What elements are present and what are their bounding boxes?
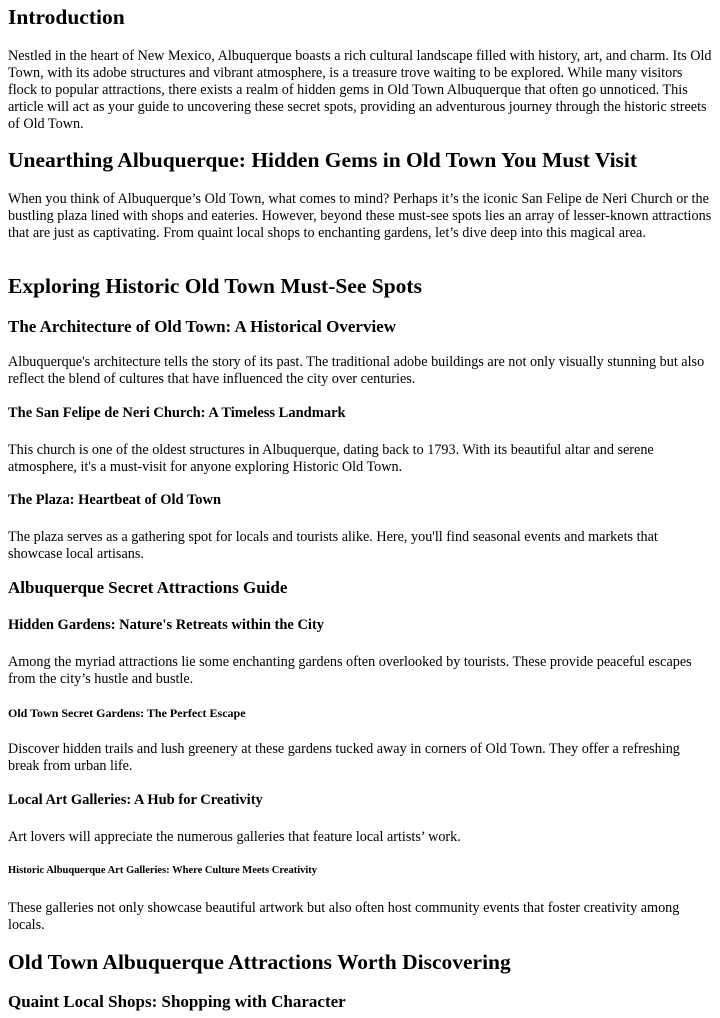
paragraph-gardens: Among the myriad attractions lie some enchanting gardens often overlooked by tourists. These provide peaceful escapes from the city’s hustle and bustle. bbox=[8, 654, 692, 687]
heading-exploring: Exploring Historic Old Town Must-See Spots bbox=[8, 274, 422, 298]
heading-unearthing: Unearthing Albuquerque: Hidden Gems in Old Town You Must Visit bbox=[8, 148, 638, 172]
paragraph-church: This church is one of the oldest structures in Albuquerque, dating back to 1793. With its beautiful altar and serene atmosphere, it's a must-visit for anyone exploring Historic Old Town. bbox=[8, 442, 654, 475]
heading-attractions: Old Town Albuquerque Attractions Worth Discovering bbox=[8, 950, 511, 974]
heading-church: The San Felipe de Neri Church: A Timeless Landmark bbox=[8, 405, 346, 421]
heading-historic-galleries: Historic Albuquerque Art Galleries: Where Culture Meets Creativity bbox=[8, 865, 318, 876]
paragraph-secret-gardens: Discover hidden trails and lush greenery at these gardens tucked away in corners of Old Town. They offer a refreshing break from urban life. bbox=[8, 741, 680, 774]
heading-introduction: Introduction bbox=[8, 5, 125, 29]
heading-architecture: The Architecture of Old Town: A Historical Overview bbox=[8, 317, 396, 336]
heading-secret-guide: Albuquerque Secret Attractions Guide bbox=[8, 578, 288, 597]
paragraph-introduction: Nestled in the heart of New Mexico, Albuquerque boasts a rich cultural landscape filled with history, art, and charm. Its Old Town, with its adobe structures and vibrant atmosphere, is a treasure trove waiting to be explored. While many visitors flock to popular attractions, there exists a realm of hidden gems in Old Town Albuquerque that often go unnoticed. This article will act as your guide to uncovering these secret spots, providing an adventurous journey through the historic streets of Old Town. bbox=[8, 48, 712, 132]
heading-galleries: Local Art Galleries: A Hub for Creativity bbox=[8, 792, 263, 808]
paragraph-plaza: The plaza serves as a gathering spot for locals and tourists alike. Here, you'll find seasonal events and markets that showcase local artisans. bbox=[8, 529, 658, 562]
heading-gardens: Hidden Gardens: Nature's Retreats within the City bbox=[8, 617, 325, 633]
paragraph-galleries: Art lovers will appreciate the numerous galleries that feature local artists’ work. bbox=[8, 829, 461, 845]
paragraph-unearthing: When you think of Albuquerque’s Old Town, what comes to mind? Perhaps it’s the iconic San Felipe de Neri Church or the bustling plaza lined with shops and eateries. However, beyond these must-see spots lies an array of lesser-known attractions that are just as captivating. From quaint local shops to enchanting gardens, let’s dive deep into this magical area. bbox=[8, 191, 712, 241]
paragraph-historic-galleries: These galleries not only showcase beautiful artwork but also often host community events that foster creativity among locals. bbox=[8, 900, 680, 933]
heading-plaza: The Plaza: Heartbeat of Old Town bbox=[8, 492, 222, 508]
heading-shops: Quaint Local Shops: Shopping with Character bbox=[8, 992, 346, 1011]
heading-secret-gardens: Old Town Secret Gardens: The Perfect Escape bbox=[8, 706, 246, 720]
paragraph-architecture: Albuquerque's architecture tells the story of its past. The traditional adobe buildings are not only visually stunning but also reflect the blend of cultures that have influenced the city over centuries. bbox=[8, 354, 705, 387]
